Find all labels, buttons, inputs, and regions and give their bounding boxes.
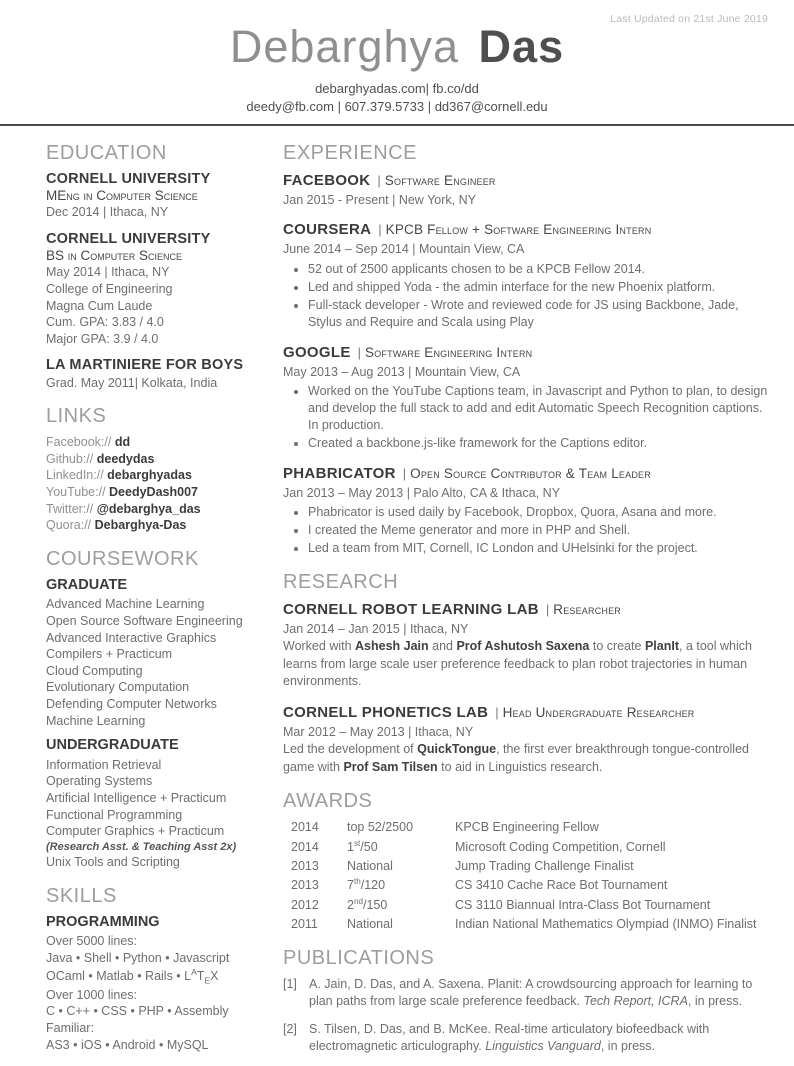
coursework-undergraduate-heading: UNDERGRADUATE bbox=[46, 737, 179, 754]
lab-date-location: Mar 2012 – May 2013 | Ithaca, NY bbox=[283, 724, 474, 739]
experience-entry-facebook bbox=[283, 171, 768, 208]
award-year: 2012 bbox=[291, 897, 319, 912]
job-date-location: June 2014 – Sep 2014 | Mountain View, CA bbox=[283, 242, 525, 257]
award-year: 2014 bbox=[291, 820, 319, 835]
bullet-item: • Created a backbone.js-like framework for the Captions editor. bbox=[308, 435, 768, 452]
experience-entry-phabricator bbox=[283, 464, 768, 557]
job-date-location: May 2013 – Aug 2013 | Mountain View, CA bbox=[283, 364, 521, 379]
school-name: LA MARTINIERE FOR BOYS bbox=[46, 357, 244, 374]
course-item: Operating Systems bbox=[46, 774, 153, 789]
lab-name: CORNELL ROBOT LEARNING LAB bbox=[283, 601, 539, 619]
job-date-location: Jan 2013 – May 2013 | Palo Alto, CA & Ithaca, NY bbox=[283, 485, 561, 500]
coursework-note: (Research Asst. & Teaching Asst 2x) bbox=[46, 840, 237, 853]
job-header bbox=[283, 343, 768, 363]
separator: | bbox=[545, 602, 550, 618]
award-name: Indian National Mathematics Olympiad (INMO) Finalist bbox=[455, 917, 757, 932]
school-detail: May 2014 | Ithaca, NY bbox=[46, 265, 170, 280]
company-name: GOOGLE bbox=[283, 343, 351, 361]
last-updated-note: Last Updated on 21st June 2019 bbox=[610, 13, 768, 25]
school-detail: Grad. May 2011| Kolkata, India bbox=[46, 375, 218, 390]
publication-text: A. Jain, D. Das, and A. Saxena. Planit: A crowdsourcing approach for learning to plan paths from large scale preference feedback. Tech Report, ICRA, in press. bbox=[309, 976, 753, 1009]
link-row-quora bbox=[46, 517, 270, 534]
award-year: 2011 bbox=[291, 917, 318, 932]
research-entry-robot-learning-lab bbox=[283, 600, 768, 691]
job-role: Open Source Contributor & Team Leader bbox=[410, 465, 651, 481]
coursework-graduate-heading: GRADUATE bbox=[46, 576, 128, 593]
award-year: 2013 bbox=[291, 858, 319, 873]
section-title-experience: EXPERIENCE bbox=[283, 142, 417, 165]
link-label: YouTube:// bbox=[46, 485, 106, 500]
skills-group-label: Over 1000 lines: bbox=[46, 987, 138, 1002]
bullet-item: • Led a team from MIT, Cornell, IC London and UHelsinki for the project. bbox=[308, 540, 768, 557]
education-entry bbox=[46, 231, 270, 347]
lab-header bbox=[283, 703, 768, 723]
course-item: Compilers + Practicum bbox=[46, 647, 173, 662]
link-value: deedydas bbox=[96, 451, 155, 466]
latex-logo: $L^AT_EX$ bbox=[184, 966, 219, 986]
skills-list bbox=[46, 967, 270, 987]
course-item: Functional Programming bbox=[46, 807, 183, 822]
school-detail: College of Engineering bbox=[46, 281, 173, 296]
link-label: Twitter:// bbox=[46, 501, 94, 516]
link-label: Github:// bbox=[46, 451, 94, 466]
lab-description: Led the development of QuickTongue, the first ever breakthrough tongue-controlled game with Prof Sam Tilsen to aid in Linguistics research. bbox=[283, 742, 749, 774]
section-title-publications: PUBLICATIONS bbox=[283, 946, 435, 969]
section-title-links: LINKS bbox=[46, 405, 107, 428]
bullet-item: • Full-stack developer - Wrote and reviewed code for JS using Backbone, Jade, Stylus and Require and Scala using Play bbox=[308, 297, 768, 331]
course-item: Information Retrieval bbox=[46, 757, 162, 772]
school-name: CORNELL UNIVERSITY bbox=[46, 171, 211, 188]
publication-text: S. Tilsen, D. Das, and B. McKee. Real-time articulatory biofeedback with electromagnetic articulography. Linguistics Vanguard, in press. bbox=[309, 1021, 710, 1054]
school-detail: Magna Cum Laude bbox=[46, 298, 153, 313]
course-item: Cloud Computing bbox=[46, 663, 143, 678]
left-column bbox=[46, 141, 270, 1065]
award-rank: top 52/2500 bbox=[347, 820, 414, 835]
job-role: Software Engineering Intern bbox=[365, 344, 533, 360]
section-title-education: EDUCATION bbox=[46, 142, 167, 165]
award-year: 2013 bbox=[291, 878, 319, 893]
section-title-skills: SKILLS bbox=[46, 885, 117, 908]
skills-group-label: Familiar: bbox=[46, 1020, 94, 1035]
job-header bbox=[283, 171, 768, 191]
link-value: @debarghya_das bbox=[96, 501, 201, 516]
award-rank: 2nd/150 bbox=[347, 896, 388, 912]
award-year: 2014 bbox=[291, 839, 319, 854]
school-degree: MEng in Computer Science bbox=[46, 188, 198, 204]
job-date-location: Jan 2015 - Present | New York, NY bbox=[283, 193, 476, 208]
link-row-twitter bbox=[46, 501, 270, 518]
award-name: KPCB Engineering Fellow bbox=[455, 820, 599, 835]
link-row-facebook bbox=[46, 434, 270, 451]
job-role: KPCB Fellow + Software Engineering Intern bbox=[385, 222, 652, 238]
link-label: LinkedIn:// bbox=[46, 468, 104, 483]
company-name: COURSERA bbox=[283, 221, 372, 239]
link-value: DeedyDash007 bbox=[109, 485, 198, 500]
job-bullets bbox=[283, 261, 768, 331]
bullet-item: • Led and shipped Yoda - the admin interface for the new Phoenix platform. bbox=[308, 279, 768, 296]
separator: | bbox=[357, 344, 362, 360]
job-header bbox=[283, 220, 768, 240]
job-bullets bbox=[283, 504, 768, 557]
award-rank: National bbox=[347, 859, 393, 874]
lab-header bbox=[283, 600, 768, 620]
separator: | bbox=[402, 465, 407, 481]
lab-role: Head Undergraduate Researcher bbox=[502, 704, 695, 720]
lab-name: CORNELL PHONETICS LAB bbox=[283, 703, 489, 721]
bullet-item: • Phabricator is used daily by Facebook, Dropbox, Quora, Asana and more. bbox=[308, 504, 768, 521]
link-value: debarghyadas bbox=[107, 468, 192, 483]
course-item: Unix Tools and Scripting bbox=[46, 855, 180, 870]
course-item: Evolutionary Computation bbox=[46, 680, 190, 695]
publication-index: [2] bbox=[283, 1021, 297, 1036]
awards-table bbox=[283, 819, 768, 932]
award-rank: 1st/50 bbox=[347, 838, 378, 854]
research-entry-phonetics-lab bbox=[283, 703, 768, 776]
link-row-youtube bbox=[46, 484, 270, 501]
separator: | bbox=[378, 222, 382, 238]
link-value: Debarghya-Das bbox=[94, 518, 187, 533]
section-title-coursework: COURSEWORK bbox=[46, 547, 199, 570]
first-name: Debarghya bbox=[229, 21, 460, 72]
course-item: Open Source Software Engineering bbox=[46, 613, 243, 628]
school-detail: Dec 2014 | Ithaca, NY bbox=[46, 205, 169, 220]
education-entry bbox=[46, 357, 270, 391]
separator: | bbox=[377, 173, 381, 189]
course-item: Machine Learning bbox=[46, 713, 146, 728]
bullet-item: • Worked on the YouTube Captions team, in Javascript and Python to plan, to design and develop the full stack to add and edit Automatic Speech Recognition captions. In production. bbox=[308, 383, 768, 434]
link-row-github bbox=[46, 451, 270, 468]
experience-entry-google bbox=[283, 343, 768, 452]
award-name: Microsoft Coding Competition, Cornell bbox=[455, 839, 666, 854]
link-value: dd bbox=[114, 435, 131, 450]
right-column bbox=[283, 141, 768, 1065]
skills-programming-heading: PROGRAMMING bbox=[46, 914, 160, 931]
award-name: CS 3410 Cache Race Bot Tournament bbox=[455, 878, 668, 893]
job-role: Software Engineer bbox=[384, 173, 496, 189]
lab-role: Researcher bbox=[553, 602, 622, 618]
award-name: CS 3110 Biannual Intra-Class Bot Tournament bbox=[455, 897, 711, 912]
course-item: Advanced Machine Learning bbox=[46, 597, 205, 612]
education-entry bbox=[46, 171, 270, 221]
lab-date-location: Jan 2014 – Jan 2015 | Ithaca, NY bbox=[283, 622, 469, 637]
publication-entry bbox=[283, 1021, 768, 1056]
separator: | bbox=[495, 704, 499, 720]
page-title bbox=[0, 0, 794, 72]
school-detail: Cum. GPA: 3.83 / 4.0 bbox=[46, 315, 164, 330]
job-header bbox=[283, 464, 768, 484]
link-row-linkedin bbox=[46, 467, 270, 484]
contact-line-1: debarghyadas.com| fb.co/dd bbox=[315, 81, 479, 96]
school-detail: Major GPA: 3.9 / 4.0 bbox=[46, 331, 159, 346]
section-title-awards: AWARDS bbox=[283, 790, 373, 813]
school-degree: BS in Computer Science bbox=[46, 248, 183, 264]
company-name: FACEBOOK bbox=[283, 172, 371, 190]
course-item: Computer Graphics + Practicum bbox=[46, 824, 225, 839]
award-rank: National bbox=[347, 917, 393, 932]
last-name: Das bbox=[478, 21, 565, 72]
bullet-item: • I created the Meme generator and more in PHP and Shell. bbox=[308, 522, 768, 539]
course-item: Defending Computer Networks bbox=[46, 697, 217, 712]
award-name: Jump Trading Challenge Finalist bbox=[455, 858, 634, 873]
contact-line-2: deedy@fb.com | 607.379.5733 | dd367@cornell.edu bbox=[246, 98, 548, 114]
skills-list: Java • Shell • Python • Javascript bbox=[46, 951, 230, 966]
contact-info bbox=[0, 80, 794, 115]
columns bbox=[0, 126, 794, 1065]
publication-entry bbox=[283, 976, 768, 1011]
course-item: Advanced Interactive Graphics bbox=[46, 630, 217, 645]
skills-list-prefix: OCaml • Matlab • Rails • bbox=[46, 968, 185, 983]
skills-list: AS3 • iOS • Android • MySQL bbox=[46, 1037, 209, 1052]
skills-group-label: Over 5000 lines: bbox=[46, 934, 138, 949]
bullet-item: • 52 out of 2500 applicants chosen to be a KPCB Fellow 2014. bbox=[308, 261, 768, 278]
job-bullets bbox=[283, 383, 768, 452]
award-rank: 7th/120 bbox=[347, 877, 386, 893]
link-label: Quora:// bbox=[46, 518, 92, 533]
skills-list: C • C++ • CSS • PHP • Assembly bbox=[46, 1004, 229, 1019]
section-title-research: RESEARCH bbox=[283, 571, 399, 594]
publication-index: [1] bbox=[283, 976, 297, 991]
experience-entry-coursera bbox=[283, 220, 768, 330]
company-name: PHABRICATOR bbox=[283, 464, 396, 482]
link-label: Facebook:// bbox=[46, 435, 112, 450]
school-name: CORNELL UNIVERSITY bbox=[46, 231, 211, 248]
course-item: Artificial Intelligence + Practicum bbox=[46, 790, 227, 805]
lab-description: Worked with Ashesh Jain and Prof Ashutosh Saxena to create PlanIt, a tool which learns from large scale user preference feedback to plan robot trajectories in human environments. bbox=[283, 639, 752, 689]
